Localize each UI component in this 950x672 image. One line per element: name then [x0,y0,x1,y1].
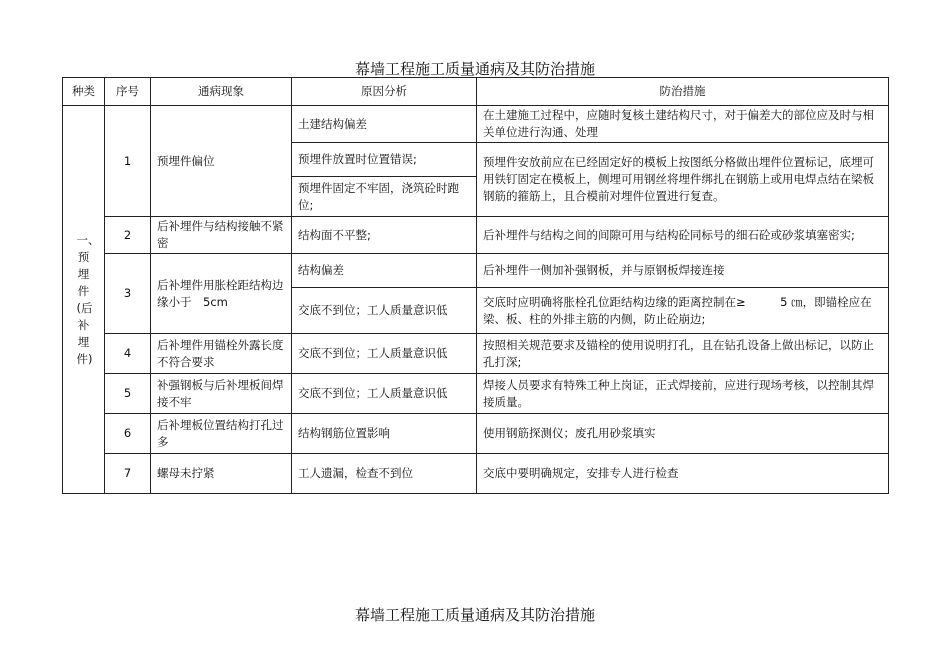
row-number: 7 [105,454,151,494]
cause-cell: 土建结构偏差 [292,106,477,143]
cause-cell: 结构钢筋位置影响 [292,414,477,454]
table-row [63,254,889,288]
measure-cell: 预埋件安放前应在已经固定好的模板上按图纸分格做出埋件位置标记，底埋可用铁钉固定在模板上，侧埋可用钢丝将埋件绑扎在钢筋上或用电焊点结在梁板钢筋的箍筋上，且合模前对埋件位置进行复查。 [477,143,889,217]
header-category: 种类 [63,78,105,106]
cause-cell: 结构面不平整; [292,217,477,254]
phenomenon-cell: 后补埋件用锚栓外露长度不符合要求 [151,334,292,374]
header-row [63,78,889,106]
cause-cell: 预埋件放置时位置错误; [292,143,477,177]
phenomenon-cell: 补强钢板与后补埋板间焊接不牢 [151,374,292,414]
cause-cell: 工人遗漏，检查不到位 [292,454,477,494]
measure-cell: 使用钢筋探测仪；废孔用砂浆填实 [477,414,889,454]
cause-cell: 预埋件固定不牢固，浇筑砼时跑位; [292,177,477,217]
cause-cell: 交底不到位；工人质量意识低 [292,374,477,414]
phenomenon-cell: 螺母未拧紧 [151,454,292,494]
measure-cell: 后补埋件与结构之间的间隙可用与结构砼同标号的细石砼或砂浆填塞密实; [477,217,889,254]
phenomenon-cell: 预埋件偏位 [151,106,292,217]
measure-cell: 交底中要明确规定，安排专人进行检查 [477,454,889,494]
table-row [63,374,889,414]
table-row [63,217,889,254]
row-number: 6 [105,414,151,454]
row-number: 2 [105,217,151,254]
row-number: 1 [105,106,151,217]
footer-title: 幕墙工程施工质量通病及其防治措施 [354,606,595,624]
row-number: 3 [105,254,151,334]
measure-cell: 交底时应明确将胀栓孔位距结构边缘的距离控制在≥ 5 ㎝，即锚栓应在梁、板、柱的外排主筋的内侧，防止砼崩边; [477,288,889,334]
header-measures: 防治措施 [477,78,889,106]
measure-cell: 在土建施工过程中，应随时复核土建结构尺寸，对于偏差大的部位应及时与相关单位进行沟通、处理 [477,106,889,143]
phenomenon-cell: 后补埋件与结构接触不紧密 [151,217,292,254]
page-title: 幕墙工程施工质量通病及其防治措施 [354,60,595,78]
measure-cell: 按照相关规范要求及锚栓的使用说明打孔，且在钻孔设备上做出标记，以防止孔打深; [477,334,889,374]
defects-table [62,77,889,494]
cause-cell: 交底不到位；工人质量意识低 [292,288,477,334]
table-row [63,106,889,143]
measure-cell: 焊接人员要求有特殊工种上岗证，正式焊接前，应进行现场考核，以控制其焊接质量。 [477,374,889,414]
cause-cell: 结构偏差 [292,254,477,288]
table-row [63,414,889,454]
phenomenon-cell: 后补埋板位置结构打孔过多 [151,414,292,454]
cause-cell: 交底不到位；工人质量意识低 [292,334,477,374]
table-row [63,334,889,374]
table-row [63,454,889,494]
header-cause: 原因分析 [292,78,477,106]
header-number: 序号 [105,78,151,106]
row-number: 4 [105,334,151,374]
header-phenomenon: 通病现象 [151,78,292,106]
row-number: 5 [105,374,151,414]
phenomenon-cell: 后补埋件用胀栓距结构边缘小于 5cm [151,254,292,334]
category-cell: 一、预埋件(后补埋件) [63,106,105,494]
measure-cell: 后补埋件一侧加补强钢板，并与原钢板焊接连接 [477,254,889,288]
